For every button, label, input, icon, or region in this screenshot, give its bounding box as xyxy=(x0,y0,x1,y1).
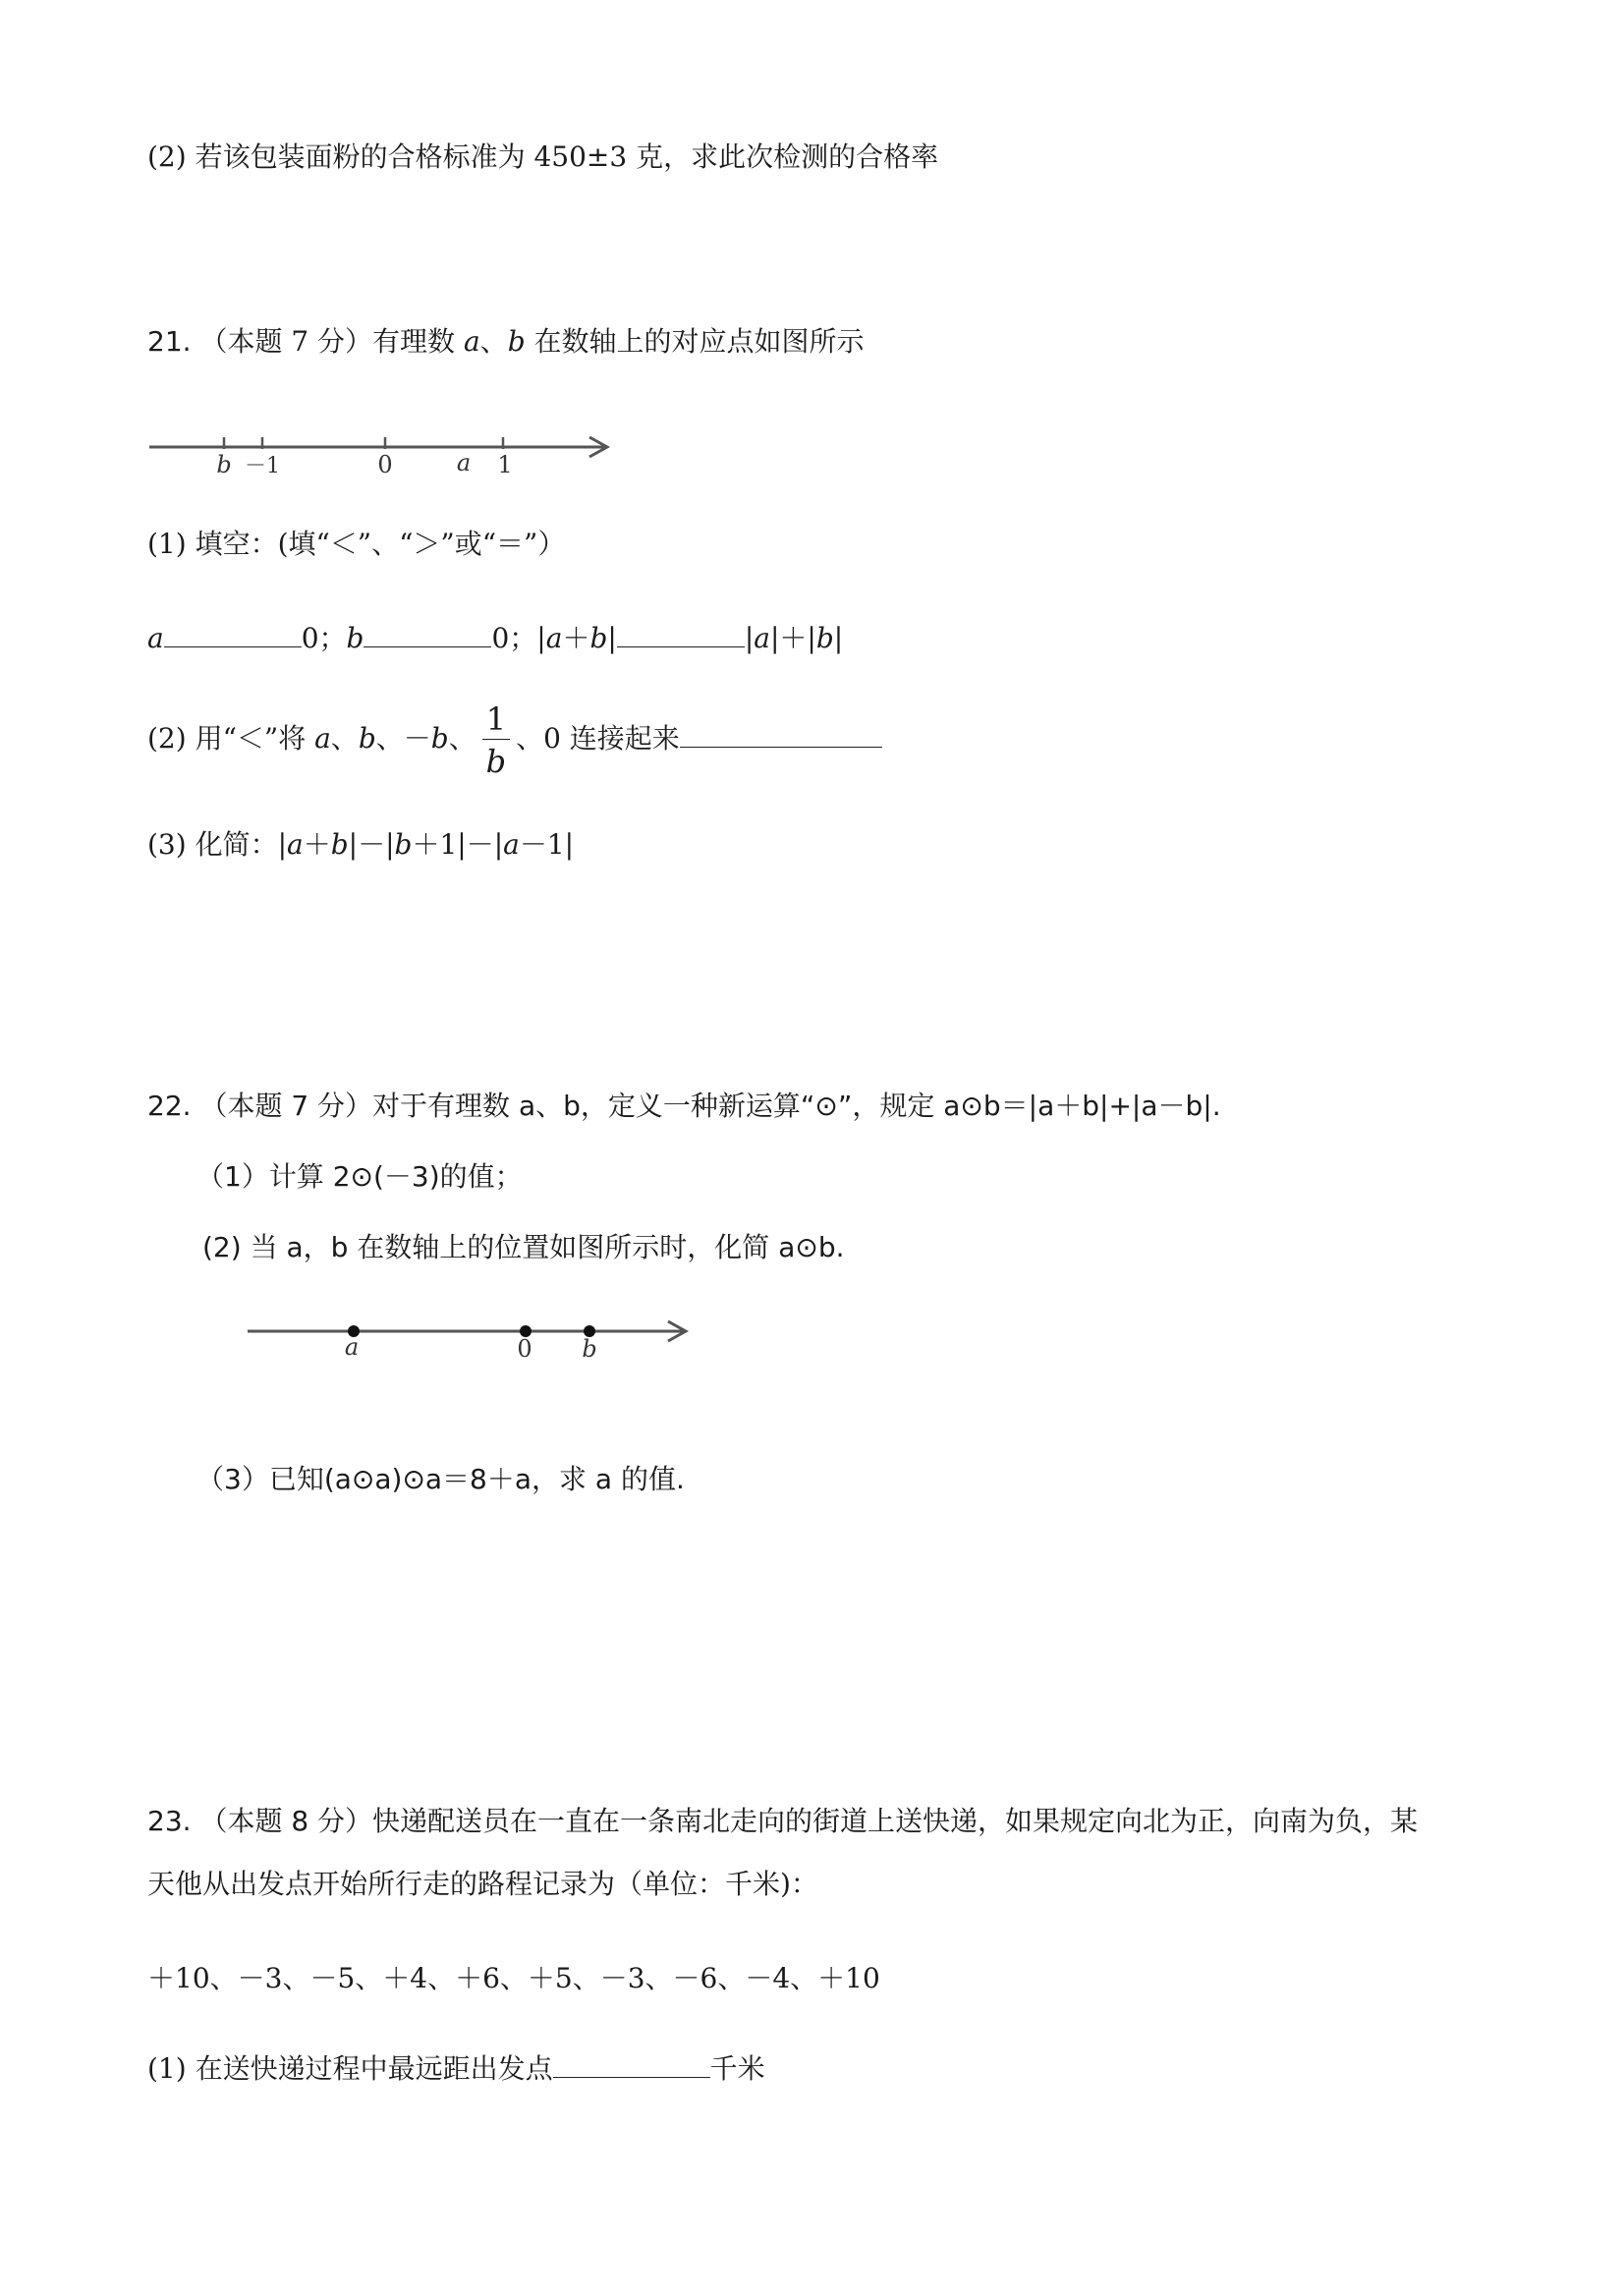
blank-distance[interactable] xyxy=(553,2051,710,2078)
q22-part3: （3）已知(a⊙a)⊙a＝8＋a，求 a 的值. xyxy=(196,1463,685,1495)
q21-number-line xyxy=(147,427,619,476)
q22-number-line xyxy=(246,1314,698,1363)
fill-abs-open: | xyxy=(536,622,546,654)
q23-part1-unit: 千米 xyxy=(709,2052,765,2085)
q21-part3 xyxy=(147,827,574,863)
q21-nl-label-b: b xyxy=(216,451,232,478)
q21-header-tail: 在数轴上的对应点如图所示 xyxy=(525,325,865,358)
fraction-one-over-b xyxy=(482,700,510,780)
q21-nl-label-0: 0 xyxy=(377,451,393,478)
fill-plus: ＋ xyxy=(562,622,590,654)
q21-part3-a: a xyxy=(287,828,304,861)
blank-order[interactable] xyxy=(680,721,882,748)
q21-var-b: b xyxy=(507,325,526,358)
blank-a[interactable] xyxy=(164,621,302,647)
q21-var-a: a xyxy=(463,325,480,358)
q21-header xyxy=(147,324,865,360)
q22-nl-label-0: 0 xyxy=(517,1335,532,1363)
q21-nl-label-1: 1 xyxy=(497,451,513,478)
fill-a: a xyxy=(147,622,164,654)
q21-header-text: （本题 7 分）有理数 xyxy=(199,325,464,358)
q22-number: 22. xyxy=(147,1090,192,1122)
q21-part2-s2: 、－ xyxy=(375,722,431,755)
q21-part2-a: a xyxy=(314,722,331,755)
q23-line2: 天他从出发点开始所行走的路程记录为（单位：千米)： xyxy=(147,1868,818,1900)
blank-b[interactable] xyxy=(364,621,491,647)
fill-abs-close: | xyxy=(607,622,617,654)
q21-part3-a2: a xyxy=(503,828,520,861)
blank-abs[interactable] xyxy=(617,621,745,647)
q23-line1 xyxy=(147,1804,1418,1839)
fill-rhs-b: b xyxy=(815,622,834,654)
q23-line1-text: （本题 8 分）快递配送员在一直在一条南北走向的街道上送快递，如果规定向北为正，向南为负，某 xyxy=(199,1805,1419,1837)
frac-numerator: 1 xyxy=(482,703,510,740)
q23-part1-prefix: (1) 在送快递过程中最远距出发点 xyxy=(147,2052,553,2085)
q22-header-text: （本题 7 分）对于有理数 a、b，定义一种新运算“⊙”，规定 a⊙b＝|a＋b|+|a－b|. xyxy=(199,1090,1221,1122)
fill-zero1: 0； xyxy=(301,622,347,654)
q23-records: ＋10、－3、－5、＋4、＋6、＋5、－3、－6、－4、＋10 xyxy=(147,1962,880,1994)
fill-abs-b: b xyxy=(589,622,608,654)
q22-part2: (2) 当 a，b 在数轴上的位置如图所示时，化简 a⊙b. xyxy=(202,1231,845,1263)
q23-part1 xyxy=(147,2051,765,2087)
q21-part2 xyxy=(147,700,882,778)
q21-part3-b2: b xyxy=(394,828,413,861)
q22-nl-label-a: a xyxy=(344,1333,360,1361)
q21-fill-line xyxy=(147,621,843,656)
fill-b: b xyxy=(346,622,364,654)
q21-part3-t4: －1| xyxy=(519,828,575,861)
fill-rhs-mid: |＋| xyxy=(769,622,816,654)
q22-header xyxy=(147,1089,1221,1124)
q21-number: 21. xyxy=(147,325,192,358)
fill-rhs-close: | xyxy=(833,622,844,654)
q21-nl-label-a: a xyxy=(456,449,472,476)
q21-part2-b2: b xyxy=(430,722,449,755)
q21-part2-prefix: (2) 用“＜”将 xyxy=(147,722,315,755)
q21-part2-s3: 、 xyxy=(448,722,476,755)
q21-part3-t3: ＋1|－| xyxy=(412,828,504,861)
q21-part2-s1: 、 xyxy=(330,722,359,755)
frac-denominator: b xyxy=(485,743,507,780)
fill-zero2: 0； xyxy=(491,622,537,654)
q21-part3-prefix: (3) 化简：| xyxy=(147,828,287,861)
q21-part3-t1: ＋ xyxy=(303,828,331,861)
fill-rhs-a: a xyxy=(754,622,770,654)
q21-sep: 、 xyxy=(479,325,508,358)
q21-part3-b: b xyxy=(330,828,349,861)
fill-abs-a: a xyxy=(545,622,563,654)
q21-part2-tail: 、0 连接起来 xyxy=(516,722,680,755)
q22-nl-label-b: b xyxy=(582,1335,597,1363)
fill-rhs-open: | xyxy=(744,622,755,654)
q21-part2-b: b xyxy=(358,722,376,755)
q21-nl-label-neg1: －1 xyxy=(245,454,280,478)
q20-part2: (2) 若该包装面粉的合格标准为 450±3 克，求此次检测的合格率 xyxy=(147,140,939,173)
q22-part1: （1）计算 2⊙(－3)的值； xyxy=(196,1160,523,1193)
q21-part3-t2: |－| xyxy=(348,828,395,861)
q23-number: 23. xyxy=(147,1805,192,1837)
q21-part1: (1) 填空：(填“＜”、“＞”或“＝”） xyxy=(147,528,566,560)
